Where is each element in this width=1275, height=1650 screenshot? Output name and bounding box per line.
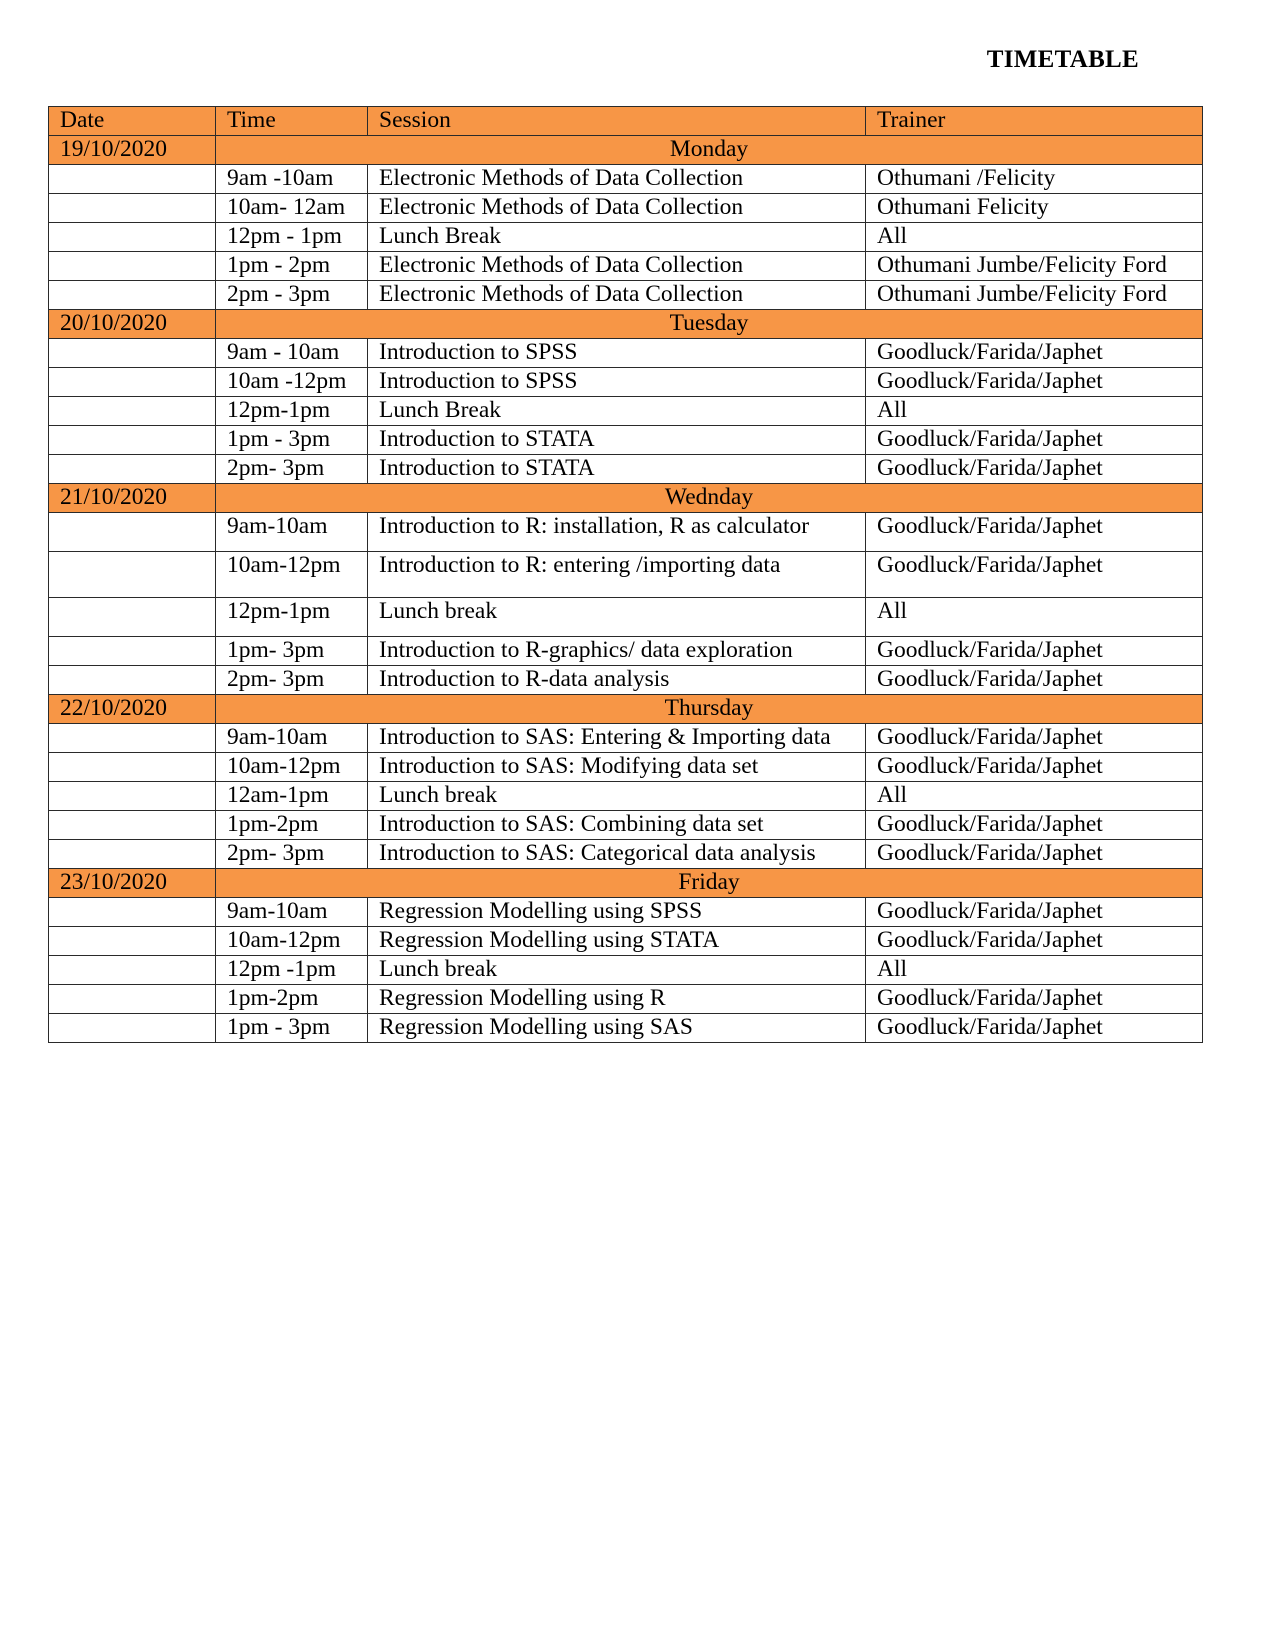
session-cell: Lunch break: [368, 956, 866, 985]
day-date: 23/10/2020: [49, 869, 216, 898]
empty-cell: [49, 753, 216, 782]
session-row: [49, 165, 1203, 194]
time-cell: 10am-12pm: [216, 927, 368, 956]
time-cell: 1pm- 3pm: [216, 637, 368, 666]
session-cell: Introduction to SAS: Entering & Importing data: [368, 724, 866, 753]
day-name: Friday: [216, 869, 1203, 898]
trainer-cell: Goodluck/Farida/Japhet: [866, 339, 1203, 368]
trainer-cell: All: [866, 782, 1203, 811]
session-cell: Lunch break: [368, 782, 866, 811]
trainer-cell: Goodluck/Farida/Japhet: [866, 985, 1203, 1014]
day-name: Thursday: [216, 695, 1203, 724]
empty-cell: [49, 397, 216, 426]
trainer-cell: Goodluck/Farida/Japhet: [866, 666, 1203, 695]
session-row: [49, 1014, 1203, 1043]
session-row: [49, 724, 1203, 753]
trainer-cell: Goodluck/Farida/Japhet: [866, 840, 1203, 869]
empty-cell: [49, 426, 216, 455]
empty-cell: [49, 956, 216, 985]
day-row: [49, 136, 1203, 165]
empty-cell: [49, 281, 216, 310]
time-cell: 1pm - 3pm: [216, 1014, 368, 1043]
time-cell: 2pm- 3pm: [216, 666, 368, 695]
trainer-cell: Goodluck/Farida/Japhet: [866, 426, 1203, 455]
time-cell: 10am-12pm: [216, 753, 368, 782]
session-row: [49, 281, 1203, 310]
trainer-cell: All: [866, 956, 1203, 985]
session-cell: Electronic Methods of Data Collection: [368, 194, 866, 223]
time-cell: 12pm-1pm: [216, 598, 368, 637]
session-cell: Electronic Methods of Data Collection: [368, 252, 866, 281]
session-row: [49, 782, 1203, 811]
trainer-cell: Othumani Felicity: [866, 194, 1203, 223]
session-cell: Lunch break: [368, 598, 866, 637]
session-row: [49, 426, 1203, 455]
time-cell: 1pm - 2pm: [216, 252, 368, 281]
session-row: [49, 513, 1203, 552]
header-row: [49, 107, 1203, 136]
header-date: Date: [49, 107, 216, 136]
session-cell: Introduction to R-graphics/ data exploration: [368, 637, 866, 666]
time-cell: 1pm-2pm: [216, 985, 368, 1014]
day-name: Monday: [216, 136, 1203, 165]
session-cell: Introduction to R-data analysis: [368, 666, 866, 695]
time-cell: 12am-1pm: [216, 782, 368, 811]
time-cell: 1pm-2pm: [216, 811, 368, 840]
page-title: TIMETABLE: [986, 46, 1139, 73]
empty-cell: [49, 898, 216, 927]
day-date: 20/10/2020: [49, 310, 216, 339]
session-row: [49, 552, 1203, 598]
time-cell: 10am -12pm: [216, 368, 368, 397]
trainer-cell: All: [866, 598, 1203, 637]
empty-cell: [49, 840, 216, 869]
session-row: [49, 252, 1203, 281]
session-row: [49, 598, 1203, 637]
day-name: Tuesday: [216, 310, 1203, 339]
session-row: [49, 339, 1203, 368]
session-row: [49, 898, 1203, 927]
session-row: [49, 666, 1203, 695]
trainer-cell: Goodluck/Farida/Japhet: [866, 1014, 1203, 1043]
empty-cell: [49, 252, 216, 281]
session-row: [49, 455, 1203, 484]
session-cell: Introduction to R: installation, R as calculator: [368, 513, 866, 552]
empty-cell: [49, 782, 216, 811]
day-date: 22/10/2020: [49, 695, 216, 724]
trainer-cell: Goodluck/Farida/Japhet: [866, 898, 1203, 927]
time-cell: 9am-10am: [216, 513, 368, 552]
session-cell: Electronic Methods of Data Collection: [368, 281, 866, 310]
day-row: [49, 484, 1203, 513]
trainer-cell: Goodluck/Farida/Japhet: [866, 724, 1203, 753]
trainer-cell: Othumani /Felicity: [866, 165, 1203, 194]
empty-cell: [49, 666, 216, 695]
empty-cell: [49, 811, 216, 840]
day-row: [49, 310, 1203, 339]
time-cell: 2pm- 3pm: [216, 455, 368, 484]
session-cell: Electronic Methods of Data Collection: [368, 165, 866, 194]
session-cell: Introduction to STATA: [368, 426, 866, 455]
empty-cell: [49, 194, 216, 223]
day-row: [49, 869, 1203, 898]
empty-cell: [49, 165, 216, 194]
session-row: [49, 194, 1203, 223]
empty-cell: [49, 724, 216, 753]
session-cell: Introduction to SAS: Modifying data set: [368, 753, 866, 782]
time-cell: 2pm - 3pm: [216, 281, 368, 310]
session-row: [49, 840, 1203, 869]
session-row: [49, 956, 1203, 985]
session-cell: Regression Modelling using SAS: [368, 1014, 866, 1043]
session-row: [49, 985, 1203, 1014]
trainer-cell: Goodluck/Farida/Japhet: [866, 368, 1203, 397]
time-cell: 1pm - 3pm: [216, 426, 368, 455]
trainer-cell: All: [866, 397, 1203, 426]
trainer-cell: Goodluck/Farida/Japhet: [866, 552, 1203, 598]
trainer-cell: Goodluck/Farida/Japhet: [866, 811, 1203, 840]
timetable: [48, 106, 1203, 1043]
trainer-cell: Othumani Jumbe/Felicity Ford: [866, 252, 1203, 281]
session-row: [49, 811, 1203, 840]
session-cell: Introduction to R: entering /importing data: [368, 552, 866, 598]
session-cell: Regression Modelling using STATA: [368, 927, 866, 956]
empty-cell: [49, 598, 216, 637]
time-cell: 10am-12pm: [216, 552, 368, 598]
time-cell: 12pm-1pm: [216, 397, 368, 426]
session-cell: Introduction to STATA: [368, 455, 866, 484]
session-row: [49, 637, 1203, 666]
trainer-cell: All: [866, 223, 1203, 252]
session-row: [49, 368, 1203, 397]
trainer-cell: Othumani Jumbe/Felicity Ford: [866, 281, 1203, 310]
trainer-cell: Goodluck/Farida/Japhet: [866, 753, 1203, 782]
day-date: 19/10/2020: [49, 136, 216, 165]
session-cell: Regression Modelling using SPSS: [368, 898, 866, 927]
empty-cell: [49, 339, 216, 368]
empty-cell: [49, 368, 216, 397]
day-name: Wednday: [216, 484, 1203, 513]
empty-cell: [49, 927, 216, 956]
session-cell: Introduction to SPSS: [368, 368, 866, 397]
header-trainer: Trainer: [866, 107, 1203, 136]
empty-cell: [49, 1014, 216, 1043]
trainer-cell: Goodluck/Farida/Japhet: [866, 637, 1203, 666]
session-cell: Regression Modelling using R: [368, 985, 866, 1014]
header-session: Session: [368, 107, 866, 136]
time-cell: 12pm - 1pm: [216, 223, 368, 252]
trainer-cell: Goodluck/Farida/Japhet: [866, 927, 1203, 956]
time-cell: 10am- 12am: [216, 194, 368, 223]
time-cell: 9am -10am: [216, 165, 368, 194]
empty-cell: [49, 223, 216, 252]
time-cell: 9am - 10am: [216, 339, 368, 368]
empty-cell: [49, 552, 216, 598]
day-date: 21/10/2020: [49, 484, 216, 513]
session-cell: Introduction to SPSS: [368, 339, 866, 368]
session-cell: Lunch Break: [368, 397, 866, 426]
empty-cell: [49, 637, 216, 666]
session-row: [49, 753, 1203, 782]
session-row: [49, 397, 1203, 426]
session-cell: Introduction to SAS: Categorical data analysis: [368, 840, 866, 869]
time-cell: 2pm- 3pm: [216, 840, 368, 869]
trainer-cell: Goodluck/Farida/Japhet: [866, 455, 1203, 484]
time-cell: 9am-10am: [216, 898, 368, 927]
header-time: Time: [216, 107, 368, 136]
empty-cell: [49, 513, 216, 552]
empty-cell: [49, 985, 216, 1014]
session-row: [49, 223, 1203, 252]
session-row: [49, 927, 1203, 956]
session-cell: Introduction to SAS: Combining data set: [368, 811, 866, 840]
time-cell: 9am-10am: [216, 724, 368, 753]
day-row: [49, 695, 1203, 724]
trainer-cell: Goodluck/Farida/Japhet: [866, 513, 1203, 552]
session-cell: Lunch Break: [368, 223, 866, 252]
empty-cell: [49, 455, 216, 484]
time-cell: 12pm -1pm: [216, 956, 368, 985]
